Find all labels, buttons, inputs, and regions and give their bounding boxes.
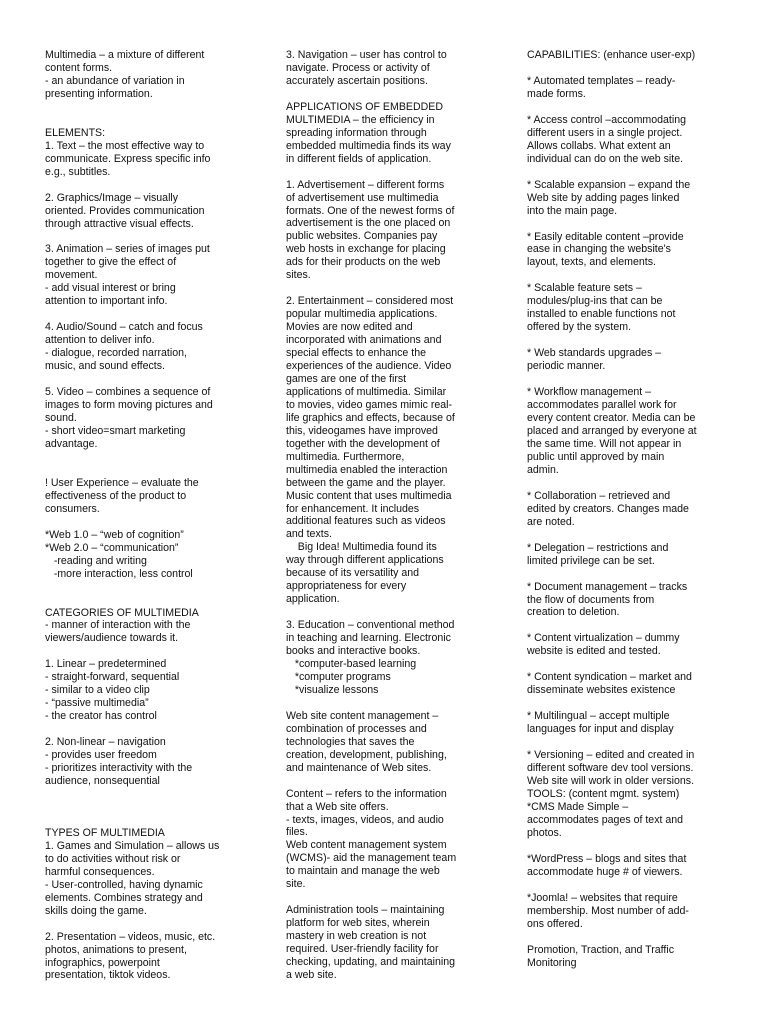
paragraph: *Web 1.0 – “web of cognition” *Web 2.0 – “communication” -reading and writing -more interaction, less control (45, 528, 193, 580)
paragraph: * Workflow management – accommodates parallel work for every content creator. Media can be placed and arranged by everyone at the same time. Will not appear in public until approved by main admin. (527, 386, 697, 476)
paragraph: 4. Audio/Sound – catch and focus attention to deliver info. - dialogue, recorded narration, music, and sound effects. (45, 321, 203, 373)
paragraph: TYPES OF MULTIMEDIA 1. Games and Simulation – allows us to do activities without risk or harmful consequences. - User-controlled, having dynamic elements. Combines strategy and skills doing the game. (45, 826, 220, 917)
paragraph: Web site content management – combination of processes and technologies that saves the creation, development, publishing, and maintenance of Web sites. (286, 709, 447, 774)
paragraph: 5. Video – combines a sequence of images to form moving pictures and sound. - short video=smart marketing advantage. (45, 386, 213, 450)
paragraph: ! User Experience – evaluate the effectiveness of the product to consumers. (45, 476, 199, 515)
paragraph: Promotion, Traction, and Traffic Monitoring (527, 943, 675, 969)
paragraph: CATEGORIES OF MULTIMEDIA - manner of interaction with the viewers/audience towards it. (45, 606, 199, 645)
paragraph: Administration tools – maintaining platform for web sites, wherein mastery in web creation is not required. User-friendly facility for checking, updating, and maintaining a web site. (286, 904, 456, 981)
paragraph: 2. Entertainment – considered most popular multimedia applications. Movies are now edited and incorporated with animations and special effects to enhance the experiences of the audience. Video games are one of the first applications of multimedia. Similar to movies, video games mimic real- life graphics and effects, because of this, videogames have improved together with the development of multimedia. Furthermore, multimedia enabled the interaction between the game and the player. Music content that uses multimedia for enhancement. It includes additional features such as videos and texts. Big Idea! Multimedia found its way through different applications because of its versatility and appropriateness for every application. (286, 295, 455, 606)
paragraph: 3. Education – conventional method in teaching and learning. Electronic books and interactive books. *computer-based learning *computer programs *visualize lessons (286, 619, 455, 696)
paragraph: 3. Navigation – user has control to navigate. Process or activity of accurately ascertain positions. (286, 49, 447, 87)
paragraph: 3. Animation – series of images put together to give the effect of movement. - add visual interest or bring attention to important info. (45, 243, 210, 308)
paragraph: *Joomla! – websites that require membership. Most number of add- ons offered. (527, 891, 689, 930)
paragraph: * Web standards upgrades – periodic manner. (527, 347, 662, 373)
paragraph: * Multilingual – accept multiple languages for input and display (527, 710, 674, 736)
paragraph: 2. Presentation – videos, music, etc. photos, animations to present, infographics, powerpoint presentation, tiktok videos. (45, 930, 216, 982)
paragraph: Multimedia – a mixture of different content forms. - an abundance of variation in presenting information. (45, 49, 205, 100)
paragraph: CAPABILITIES: (enhance user-exp) (527, 49, 696, 61)
paragraph: ELEMENTS: 1. Text – the most effective way to communicate. Express specific info e.g., subtitles. (45, 126, 211, 178)
paragraph: * Delegation – restrictions and limited privilege can be set. (527, 541, 669, 567)
paragraph: 2. Graphics/Image – visually oriented. Provides communication through attractive visual effects. (45, 191, 205, 230)
paragraph: 1. Linear – predetermined - straight-forward, sequential - similar to a video clip - “passive multimedia” - the creator has control (45, 658, 180, 723)
paragraph: * Scalable expansion – expand the Web site by adding pages linked into the main page. (527, 178, 691, 217)
paragraph: * Versioning – edited and created in different software dev tool versions. Web site will work in older versions. (527, 749, 695, 788)
paragraph: * Access control –accommodating different users in a single project. Allows collabs. What extent an individual can do on the web site. (527, 113, 686, 165)
paragraph: * Document management – tracks the flow of documents from creation to deletion. (527, 580, 688, 619)
paragraph: * Content syndication – market and disseminate websites existence (527, 671, 692, 697)
column-left (45, 49, 245, 982)
paragraph: * Easily editable content –provide ease in changing the website's layout, texts, and elements. (527, 230, 684, 269)
paragraph: * Collaboration – retrieved and edited by creators. Changes made are noted. (527, 489, 689, 528)
paragraph: * Automated templates – ready- made forms. (527, 74, 676, 100)
paragraph: Content – refers to the information that a Web site offers. - texts, images, videos, and audio files. Web content management system (WCMS)- aid the management team to maintain and manage the web site. (286, 787, 457, 891)
paragraph: 1. Advertisement – different forms of advertisement use multimedia formats. One of the newest forms of advertisement is the one placed on public websites. Companies pay web hosts in exchange for placing ads for their products on the web sites. (286, 178, 455, 282)
column-middle (286, 49, 486, 982)
paragraph: * Content virtualization – dummy website is edited and tested. (527, 632, 680, 658)
paragraph: 2. Non-linear – navigation - provides user freedom - prioritizes interactivity with the audience, nonsequential (45, 736, 193, 787)
paragraph: *WordPress – blogs and sites that accommodate huge # of viewers. (527, 852, 687, 878)
paragraph: * Scalable feature sets – modules/plug-ins that can be installed to enable functions not offered by the system. (527, 282, 676, 334)
paragraph: TOOLS: (content mgmt. system) *CMS Made Simple – accommodates pages of text and photos. (527, 787, 684, 839)
paragraph: APPLICATIONS OF EMBEDDED MULTIMEDIA – the efficiency in spreading information through embedded multimedia finds its way in different fields of application. (286, 100, 451, 165)
column-right (527, 49, 727, 969)
